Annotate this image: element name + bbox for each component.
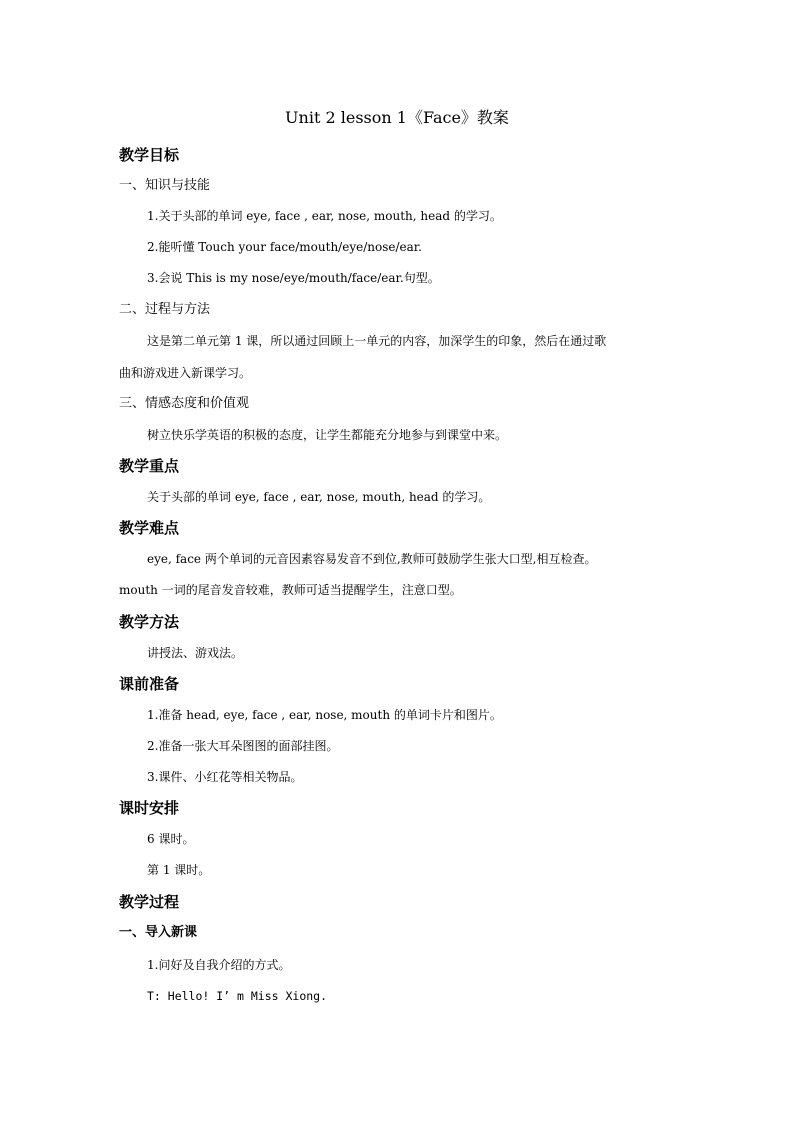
difficulties-text-1: eye, face 两个单词的元音因素容易发音不到位,教师可鼓励学生张大口型,相互检查。 xyxy=(147,552,597,566)
heading-methods: 教学方法 xyxy=(119,613,180,631)
difficulties-text-2: mouth 一词的尾音发音较难，教师可适当提醒学生，注意口型。 xyxy=(119,583,462,597)
document-title: Unit 2 lesson 1《Face》教案 xyxy=(285,108,509,127)
section-attitude-values: 三、情感态度和价值观 xyxy=(119,396,250,411)
heading-difficulties: 教学难点 xyxy=(119,519,180,537)
schedule-text-2: 第 1 课时。 xyxy=(147,863,211,877)
preparation-item-2: 2.准备一张大耳朵图图的面部挂图。 xyxy=(147,739,339,753)
objective-item-2: 2.能听懂 Touch your face/mouth/eye/nose/ear. xyxy=(147,240,422,254)
introduction-text-1: 1.问好及自我介绍的方式。 xyxy=(147,958,291,972)
heading-preparation: 课前准备 xyxy=(119,675,180,693)
section-introduction: 一、导入新课 xyxy=(119,925,198,940)
preparation-item-3: 3.课件、小红花等相关物品。 xyxy=(147,770,303,784)
methods-text: 讲授法、游戏法。 xyxy=(147,646,244,660)
process-methods-text-2: 曲和游戏进入新课学习。 xyxy=(119,366,252,380)
heading-process: 教学过程 xyxy=(119,893,180,911)
process-methods-text-1: 这是第二单元第 1 课，所以通过回顾上一单元的内容，加深学生的印象，然后在通过歌 xyxy=(147,334,607,348)
key-points-text: 关于头部的单词 eye, face , ear, nose, mouth, head 的学习。 xyxy=(147,490,491,504)
objective-item-3: 3.会说 This is my nose/eye/mouth/face/ear.句型。 xyxy=(147,271,440,285)
introduction-text-2: T: Hello! I’ m Miss Xiong. xyxy=(147,989,328,1003)
section-knowledge-skills: 一、知识与技能 xyxy=(119,178,211,193)
heading-key-points: 教学重点 xyxy=(119,457,180,475)
schedule-text-1: 6 课时。 xyxy=(147,832,195,846)
attitude-values-text: 树立快乐学英语的积极的态度，让学生都能充分地参与到课堂中来。 xyxy=(147,428,508,442)
preparation-item-1: 1.准备 head, eye, face , ear, nose, mouth 的单词卡片和图片。 xyxy=(147,708,502,722)
objective-item-1: 1.关于头部的单词 eye, face , ear, nose, mouth, head 的学习。 xyxy=(147,209,502,223)
section-process-methods: 二、过程与方法 xyxy=(119,302,211,317)
heading-objectives: 教学目标 xyxy=(119,146,180,164)
heading-schedule: 课时安排 xyxy=(119,799,180,817)
